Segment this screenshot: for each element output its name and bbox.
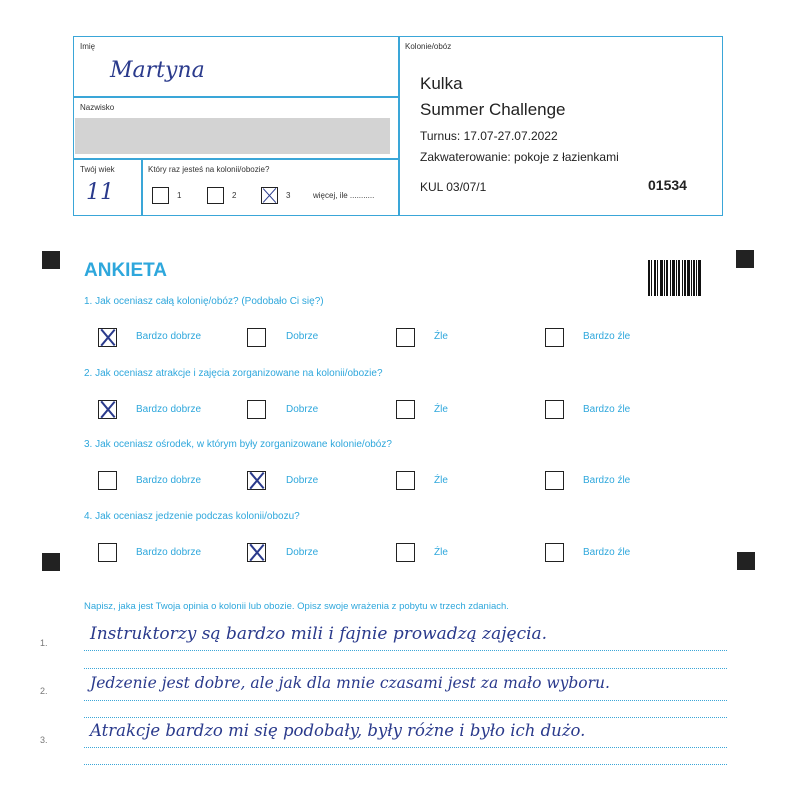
q4-option-bardzo-dobrze-checkbox[interactable] bbox=[98, 543, 117, 562]
times-more: więcej, ile ........... bbox=[313, 191, 375, 200]
line-number-3: 3. bbox=[40, 735, 48, 745]
header-divider-surname bbox=[73, 158, 398, 160]
surname-redacted bbox=[75, 118, 390, 154]
line-number-2: 2. bbox=[40, 686, 48, 696]
writing-line-2b bbox=[84, 717, 727, 718]
question-3: 3. Jak oceniasz ośrodek, w którym były zorganizowane kolonie/obóz? bbox=[84, 439, 392, 450]
times-option-2: 2 bbox=[232, 191, 237, 200]
form-number: 01534 bbox=[648, 177, 687, 193]
header-divider-vertical bbox=[398, 36, 400, 216]
q1-option-label: Bardzo źle bbox=[583, 331, 631, 342]
q2-option-zle-checkbox[interactable] bbox=[396, 400, 415, 419]
name-label: Imię bbox=[80, 42, 96, 51]
q4-option-label: Źle bbox=[434, 547, 448, 558]
q4-option-label: Bardzo dobrze bbox=[136, 547, 202, 558]
writing-line-3a bbox=[84, 747, 727, 748]
writing-line-3b bbox=[84, 764, 727, 765]
camp-name: Kulka bbox=[420, 74, 463, 93]
barcode bbox=[648, 260, 702, 296]
q3-option-bardzo-dobrze-checkbox[interactable] bbox=[98, 471, 117, 490]
survey-title: ANKIETA bbox=[84, 260, 168, 281]
name-value[interactable]: Martyna bbox=[110, 58, 205, 83]
q4-option-label: Dobrze bbox=[286, 547, 319, 558]
times-checkbox-3[interactable] bbox=[261, 187, 278, 204]
registration-marker-bottom-right bbox=[737, 552, 755, 570]
opinion-line-3[interactable]: Atrakcje bardzo mi się podobały, były różne i było ich dużo. bbox=[90, 721, 586, 740]
q2-option-label: Bardzo dobrze bbox=[136, 404, 202, 415]
q1-option-bardzo-zle-checkbox[interactable] bbox=[545, 328, 564, 347]
registration-marker-top-right bbox=[736, 250, 754, 268]
q3-option-label: Bardzo dobrze bbox=[136, 475, 202, 486]
q1-option-label: Dobrze bbox=[286, 331, 319, 342]
writing-line-1a bbox=[84, 650, 727, 651]
question-1: 1. Jak oceniasz całą kolonię/obóz? (Podobało Ci się?) bbox=[84, 296, 324, 307]
q3-option-label: Źle bbox=[434, 475, 448, 486]
times-option-1: 1 bbox=[177, 191, 182, 200]
camp-label: Kolonie/obóz bbox=[405, 42, 452, 51]
writing-line-2a bbox=[84, 700, 727, 701]
q4-option-bardzo-zle-checkbox[interactable] bbox=[545, 543, 564, 562]
q3-option-label: Dobrze bbox=[286, 475, 319, 486]
q3-option-label: Bardzo źle bbox=[583, 475, 631, 486]
q3-option-zle-checkbox[interactable] bbox=[396, 471, 415, 490]
q4-option-dobrze-checkbox[interactable] bbox=[247, 543, 266, 562]
q1-option-label: Źle bbox=[434, 331, 448, 342]
age-value[interactable]: 11 bbox=[86, 180, 114, 205]
q4-option-label: Bardzo źle bbox=[583, 547, 631, 558]
header-divider-name bbox=[73, 96, 398, 98]
q1-option-dobrze-checkbox[interactable] bbox=[247, 328, 266, 347]
opinion-line-1[interactable]: Instruktorzy są bardzo mili i fajnie prowadzą zajęcia. bbox=[90, 624, 548, 644]
q2-option-bardzo-dobrze-checkbox[interactable] bbox=[98, 400, 117, 419]
q2-option-label: Bardzo źle bbox=[583, 404, 631, 415]
question-4: 4. Jak oceniasz jedzenie podczas kolonii/obozu? bbox=[84, 511, 300, 522]
q4-option-zle-checkbox[interactable] bbox=[396, 543, 415, 562]
registration-marker-bottom-left bbox=[42, 553, 60, 571]
camp-program: Summer Challenge bbox=[420, 100, 566, 119]
q1-option-label: Bardzo dobrze bbox=[136, 331, 202, 342]
q1-option-zle-checkbox[interactable] bbox=[396, 328, 415, 347]
q2-option-label: Dobrze bbox=[286, 404, 319, 415]
question-2: 2. Jak oceniasz atrakcje i zajęcia zorganizowane na kolonii/obozie? bbox=[84, 368, 383, 379]
opinion-line-2[interactable]: Jedzenie jest dobre, ale jak dla mnie czasami jest za mało wyboru. bbox=[90, 674, 610, 692]
times-checkbox-1[interactable] bbox=[152, 187, 169, 204]
line-number-1: 1. bbox=[40, 638, 48, 648]
q3-option-dobrze-checkbox[interactable] bbox=[247, 471, 266, 490]
opinion-prompt: Napisz, jaka jest Twoja opinia o kolonii lub obozie. Opisz swoje wrażenia z pobytu w trzech zdaniach. bbox=[84, 601, 509, 612]
q2-option-dobrze-checkbox[interactable] bbox=[247, 400, 266, 419]
accommodation: Zakwaterowanie: pokoje z łazienkami bbox=[420, 150, 619, 164]
camp-code: KUL 03/07/1 bbox=[420, 180, 487, 194]
times-question: Który raz jesteś na kolonii/obozie? bbox=[148, 165, 270, 174]
q2-option-label: Źle bbox=[434, 404, 448, 415]
times-option-3: 3 bbox=[286, 191, 291, 200]
registration-marker-top-left bbox=[42, 251, 60, 269]
age-label: Twój wiek bbox=[80, 165, 115, 174]
times-checkbox-2[interactable] bbox=[207, 187, 224, 204]
writing-line-1b bbox=[84, 668, 727, 669]
turnus: Turnus: 17.07-27.07.2022 bbox=[420, 129, 558, 143]
q3-option-bardzo-zle-checkbox[interactable] bbox=[545, 471, 564, 490]
header-divider-age bbox=[141, 158, 143, 216]
q1-option-bardzo-dobrze-checkbox[interactable] bbox=[98, 328, 117, 347]
surname-label: Nazwisko bbox=[80, 103, 115, 112]
q2-option-bardzo-zle-checkbox[interactable] bbox=[545, 400, 564, 419]
